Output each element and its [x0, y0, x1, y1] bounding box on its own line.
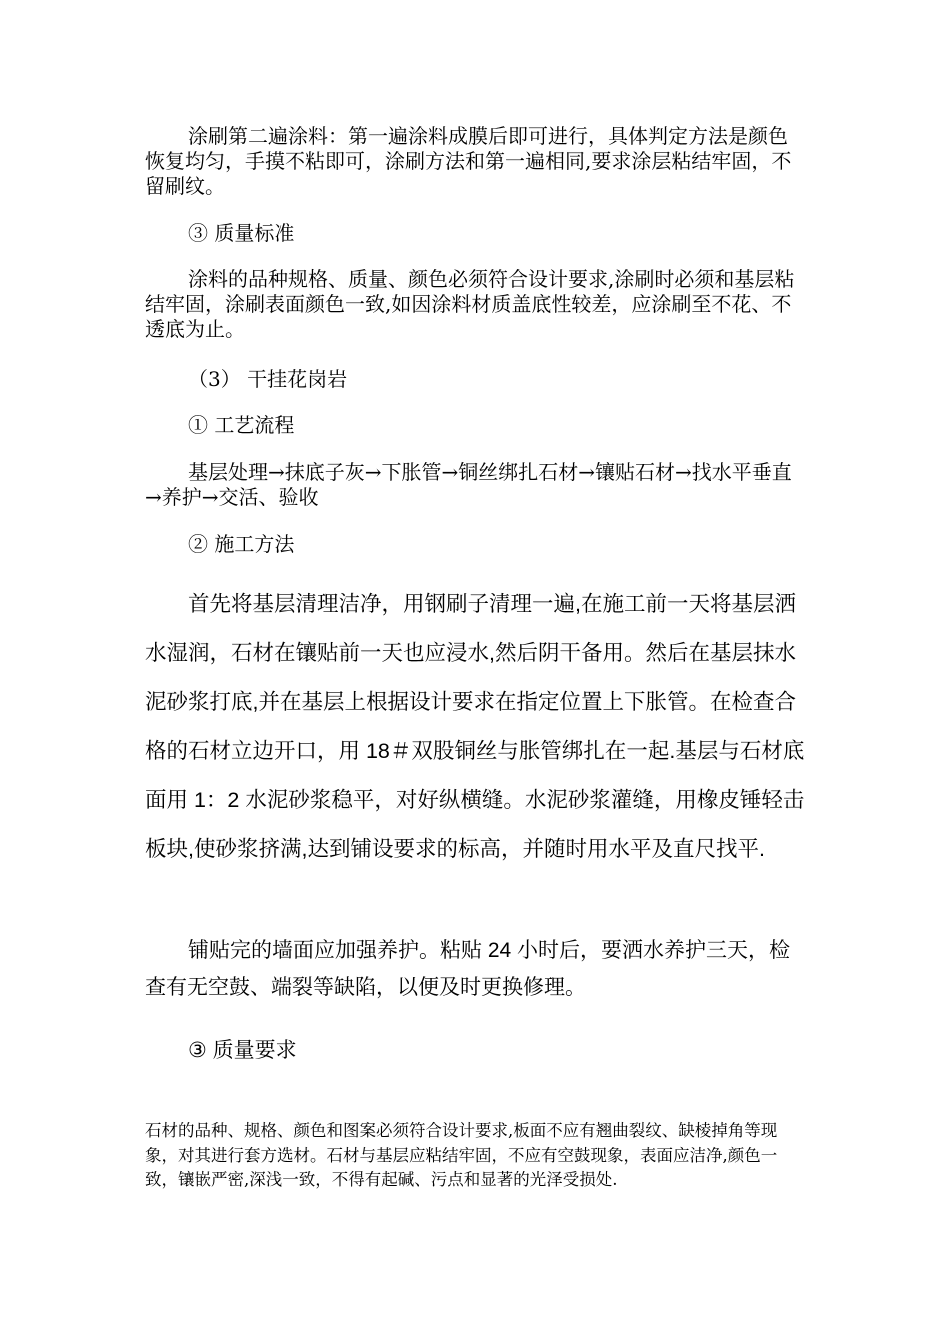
- paragraph-curing: 铺贴完的墙面应加强养护。粘贴 24 小时后，要洒水养护三天，检查有无空鼓、端裂等缺陷，以便及时更换修理。: [145, 939, 791, 999]
- heading-process-flow: ① 工艺流程: [188, 413, 295, 437]
- heading-quality-requirements: ③ 质量要求: [188, 1039, 297, 1062]
- paragraph-coating-quality: 涂料的品种规格、质量、颜色必须符合设计要求,涂刷时必须和基层粘结牢固，涂刷表面颜色一致,如因涂料材质盖底性较差，应涂刷至不花、不透底为止。: [145, 267, 795, 341]
- paragraph-process-flow: 基层处理→抹底子灰→下胀管→铜丝绑扎石材→镶贴石材→找水平垂直→养护→交活、验收: [145, 460, 792, 509]
- heading-quality-standard: ③ 质量标准: [188, 221, 295, 245]
- paragraph-construction-method: 首先将基层清理洁净，用钢刷子清理一遍,在施工前一天将基层洒水湿润，石材在镶贴前一天也应浸水,然后阴干备用。然后在基层抹水泥砂浆打底,并在基层上根据设计要求在指定位置上下胀管。在检查合格的石材立边开口，用 18＃双股铜丝与胀管绑扎在一起.基层与石材底面用 1：2 水泥砂浆稳平，对好纵横缝。水泥砂浆灌缝，用橡皮锤轻击板块,使砂浆挤满,达到铺设要求的标高，并随时用水平及直尺找平.: [145, 592, 805, 861]
- heading-dry-hang-granite: （3） 干挂花岗岩: [188, 367, 348, 391]
- heading-construction-method: ② 施工方法: [188, 532, 295, 556]
- paragraph-quality-requirements: 石材的品种、规格、颜色和图案必须符合设计要求,板面不应有翘曲裂纹、缺棱掉角等现象，对其进行套方选材。石材与基层应粘结牢固，不应有空鼓现象，表面应洁净,颜色一致，镶嵌严密,深浅一致，不得有起碱、污点和显著的光泽受损处.: [145, 1121, 778, 1189]
- paragraph-second-coat: 涂刷第二遍涂料：第一遍涂料成膜后即可进行，具体判定方法是颜色恢复均匀，手摸不粘即可，涂刷方法和第一遍相同,要求涂层粘结牢固，不留刷纹。: [145, 124, 792, 198]
